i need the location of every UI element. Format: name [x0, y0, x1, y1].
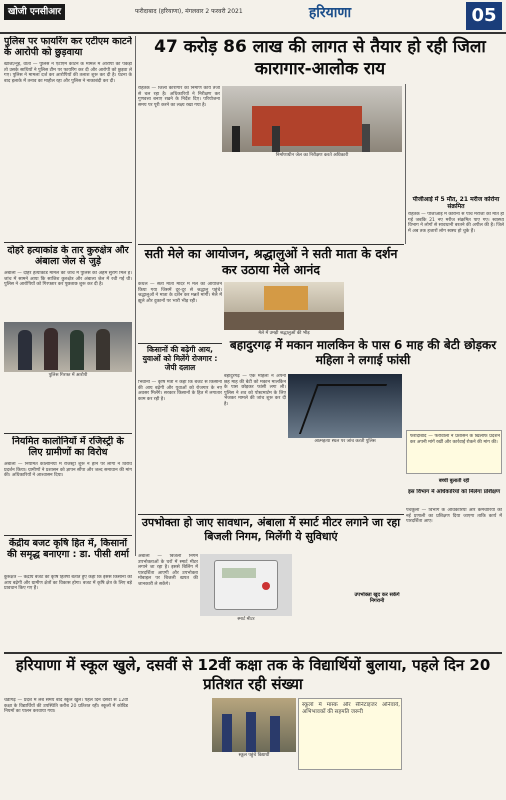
box-text: स्कूलों में मास्क और सैनिटाइजर अनिवार्य, अभिभावकों की सहमति जरूरी [302, 702, 400, 715]
smart-meter-photo [200, 554, 292, 616]
sati-body-cont [346, 282, 404, 330]
story-body: पंचकूला — विभाग के अधिकारियों और कर्मचारियों को नई प्रणाली का प्रशिक्षण दिया जाएगा ताकि कार्य में पारदर्शिता आए। [406, 508, 502, 524]
photo-caption: पुलिस गिरफ्त में आरोपी [48, 373, 88, 378]
story-title: पीजीआई में 5 मौत, 21 मरीज कोरोना संक्रमित [412, 196, 500, 210]
meter-body: अंबाला — बिजली निगम उपभोक्ताओं के घरों में स्मार्ट मीटर लगाने जा रहा है। इससे बिलिंग में पारदर्शिता आएगी और उपभोक्ता मोबाइल पर बिजली खपत की जानकारी ले सकेंगे। [138, 554, 198, 587]
lead-photo [222, 86, 402, 152]
school-body: चंडीगढ़ — प्रदेश में लंबे समय बाद स्कूल खुले। पहले दिन दसवीं से 12वीं कक्षा के विद्यार्थियों की उपस्थिति करीब 20 प्रतिशत रही। स्कूलों में कोविड नियमों का पालन करवाया गया। [4, 698, 128, 714]
story-body: खोजी/नूंह, वार्ता — पुलिस ने एटीएम काटने के मामले में आरोपी को पकड़ा तो उसके साथियों ने पुलिस टीम पर फायरिंग कर दी और आरोपी को छुड़वा ले गए। पुलिस ने मामला दर्ज कर आरोपियों की तलाश शुरू कर दी है। घटना के बाद इलाके में तनाव का माहौल रहा और पुलिस ने नाकाबंदी कर दी। [4, 62, 132, 84]
story-title: किसानों की बढ़ेगी आय, युवाओं को मिलेंगे रोजगार : जेपी दलाल [142, 345, 218, 372]
story-body: भिवानी — कृषि मंत्री ने कहा कि बजट से किसानों की आय बढ़ेगी और युवाओं को रोजगार के नए अवसर मिलेंगे। सरकार किसानों के हित में लगातार काम कर रही है। [138, 380, 222, 402]
sati-headline: सती मेले का आयोजन, श्रद्धालुओं ने सती माता के दर्शन कर उठाया मेले आनंद [144, 246, 398, 277]
meter-body-cont [294, 554, 348, 650]
bahadurgarh-body-cont [288, 446, 402, 512]
rule [4, 652, 502, 654]
rule [138, 514, 404, 515]
rule [138, 244, 404, 245]
section-title: हरियाणा [308, 5, 352, 21]
story-body: अंबाला — दोहरे हत्याकांड मामले की जांच में पुलिस को अहम सुराग मिले हैं। जांच में सामने आया कि साजिश कुरुक्षेत्र और अंबाला जेल में रची गई थी। पुलिस ने आरोपियों को गिरफ्तार कर पूछताछ शुरू कर दी है। [4, 271, 132, 287]
school-body-cont [404, 698, 502, 798]
school-headline: हरियाणा में स्कूल खुले, दसवीं से 12वीं कक्षा तक के विद्यार्थियों बुलाया, पहले दिन 20 प्रतिशत रही संख्या [15, 656, 491, 693]
sub-head: बच्ची बुलाती रही [438, 478, 470, 484]
dateline: फरीदाबाद (हरियाणा), मंगलवार 2 फरवरी 2021 [135, 8, 243, 15]
column-divider [135, 36, 136, 556]
photo-caption: निर्माणाधीन जेल का निरीक्षण करते अधिकारी [275, 153, 349, 158]
bahadurgarh-headline: बहादुरगढ़ में मकान मालकिन के पास 6 माह की बेटी छोड़कर महिला ने लगाई फांसी [229, 338, 497, 367]
lead-body-cont [222, 160, 402, 242]
rule [4, 433, 132, 434]
school-highlight-box [298, 698, 402, 770]
photo-caption: आत्महत्या स्थल पर जांच करती पुलिस [314, 439, 376, 444]
story-title: केंद्रीय बजट कृषि हित में, किसानों की समृद्ध बनाएगा : डा. पीसी शर्मा [7, 538, 129, 560]
masthead [0, 0, 506, 34]
story-body: अंबाला — नियमित कालोनियों में रजिस्ट्री शुरू न होने पर लोगों ने विरोध प्रदर्शन किया। ग्रामीणों ने प्रशासन को ज्ञापन सौंपा और जल्द समाधान की मांग की। अधिकारियों ने आश्वासन दिया। [4, 462, 132, 478]
sati-photo [224, 282, 344, 330]
rule [4, 242, 132, 243]
bahadurgarh-body: बहादुरगढ़ — एक महिला ने अपनी छह माह की बेटी को मकान मालकिन के पास छोड़कर फांसी लगा ली। पुलिस ने शव को पोस्टमार्टम के लिए भेजकर मामले की जांच शुरू कर दी है। [224, 374, 286, 407]
meter-body-cont [350, 606, 404, 650]
school-body-cont [130, 698, 210, 798]
school-photo [212, 698, 296, 752]
sub-head: उपभोक्ता खुद कर सकेंगे निगरानी [354, 592, 400, 604]
story-title: नियमित कालोनियों में रजिस्ट्री के लिए ग्रामीणों का विरोध [12, 436, 124, 458]
sati-body: कैथल — सती माता मंदिर में मेले का आयोजन किया गया जिसमें दूर-दूर से श्रद्धालु पहुंचे। श्रद्धालुओं ने माता के दर्शन कर मन्नतें मांगीं। मेले में झूले और दुकानों पर भारी भीड़ रही। [138, 282, 222, 304]
lead-body: रोहतक — जिला कारागार का निर्माण कार्य तेजी से चल रहा है। अधिकारियों ने निरीक्षण कर गुणवत्ता बनाए रखने के निर्देश दिए। परियोजना समय पर पूरी करने का लक्ष्य रखा गया है। [138, 86, 220, 108]
meter-headline: उपभोक्ता हो जाए सावधान, अंबाला में स्मार्ट मीटर लगाने जा रहा बिजली निगम, मिलेंगी ये सुविधाएं [141, 516, 401, 543]
lead-headline: 47 करोड़ 86 लाख की लागत से तैयार हो रही जिला कारागार-आलोक राय [154, 37, 486, 79]
page-number: 05 [466, 2, 502, 30]
photo-caption: स्मार्ट मीटर [237, 617, 255, 622]
bahadurgarh-photo [288, 374, 402, 438]
story-body-cont [4, 380, 132, 432]
accused-photo [4, 322, 132, 372]
highlight-box [406, 430, 502, 474]
story-title: इस विभाग में अधिकारियों को मिलेगा प्रशिक्षण [408, 489, 500, 495]
story-title: पुलिस पर फायरिंग कर एटीएम काटने के आरोपी को छुड़वाया [4, 36, 132, 58]
story-body: कुरुक्षेत्र — केंद्रीय बजट को कृषि हितैषी बताते हुए कहा कि इससे किसानों की आय बढ़ेगी और ग्रामीण क्षेत्रों का विकास होगा। बजट में कृषि क्षेत्र के लिए बड़े प्रावधान किए गए हैं। [4, 575, 132, 591]
newspaper-logo: खोजी एनसीआर [4, 4, 65, 20]
story-title: दोहरे हत्याकांड के तार कुरुक्षेत्र और अंबाला जेल से जुड़े [7, 245, 129, 267]
photo-caption: मेले में उमड़ी श्रद्धालुओं की भीड़ [258, 331, 310, 336]
photo-caption: स्कूल पहुंचे विद्यार्थी [238, 753, 270, 758]
column-divider [405, 84, 406, 244]
box-text: फरीदाबाद — फेरीवालों ने प्रशासन के खिलाफ प्रदर्शन कर अपनी मांगें रखीं और कार्रवाई रोकने की मांग की। [410, 434, 500, 445]
rule [4, 535, 132, 536]
rule [138, 343, 222, 344]
story-body: रोहतक — पीजीआई में कोरोना से पांच मरीजों की मौत हो गई जबकि 21 नए मरीज संक्रमित पाए गए। स्वास्थ्य विभाग ने लोगों से सावधानी बरतने की अपील की है। जिले में अब तक हजारों लोग स्वस्थ हो चुके हैं। [408, 212, 504, 234]
right-col-text [408, 86, 504, 144]
